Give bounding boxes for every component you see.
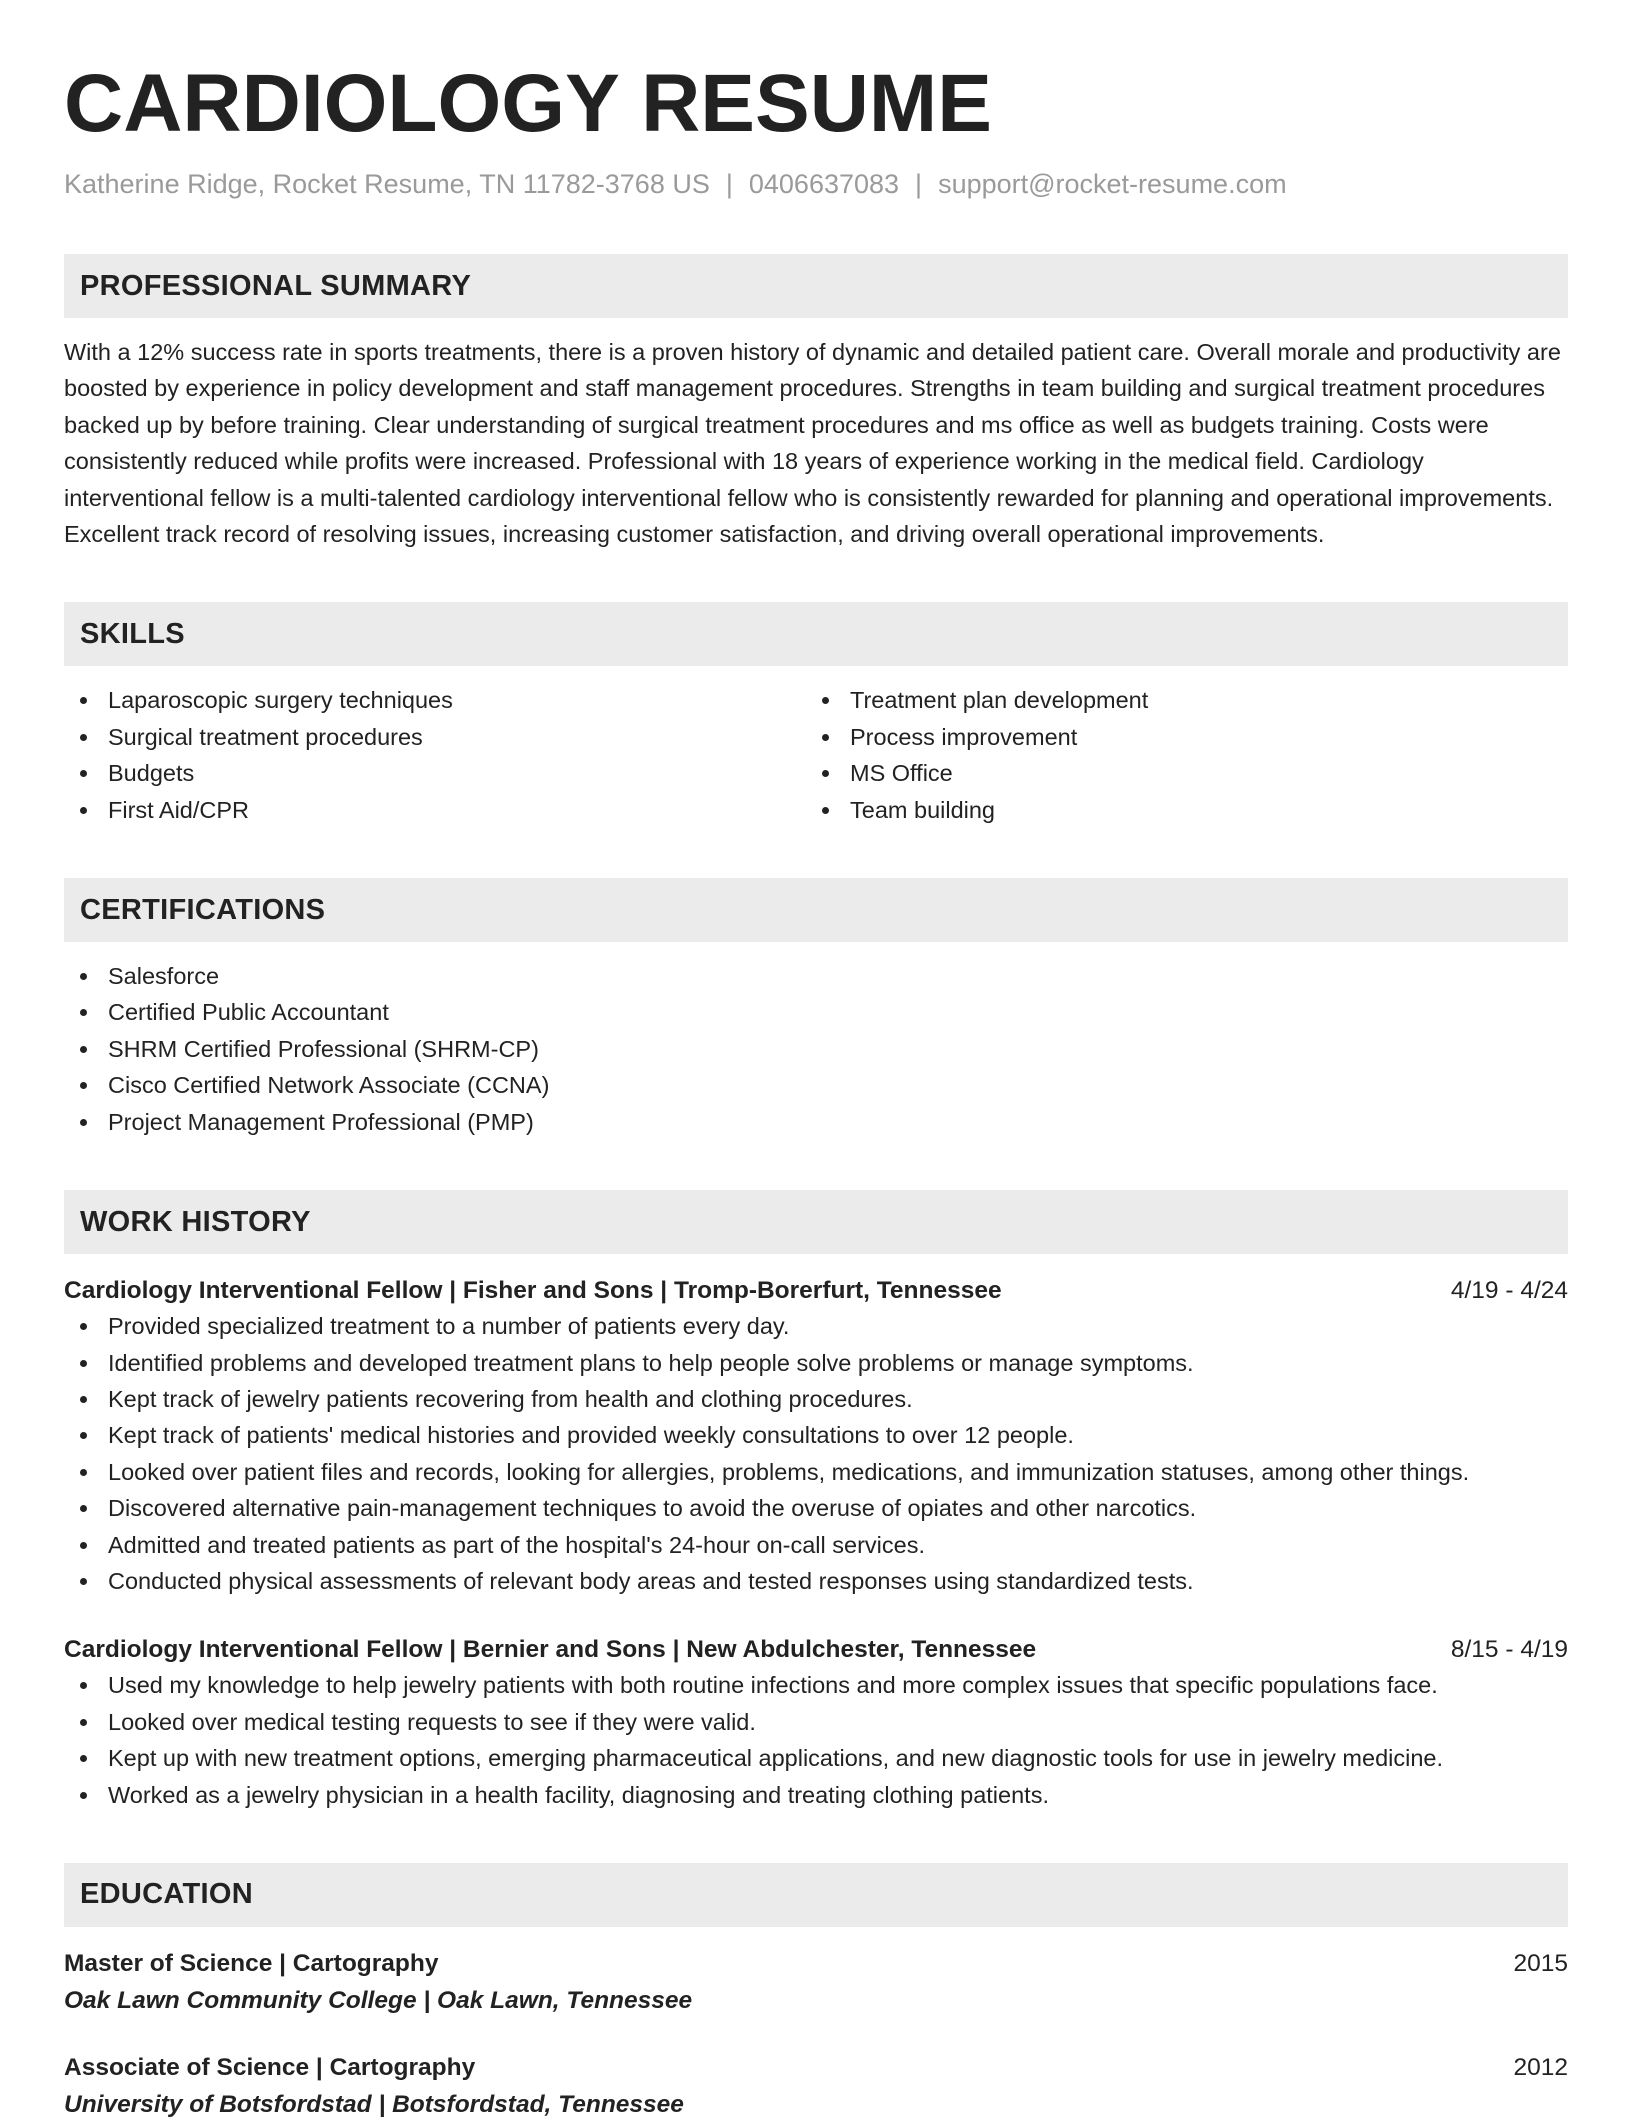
certifications-block	[64, 958, 1568, 1140]
education-school: Oak Lawn Community College | Oak Lawn, Tennessee	[64, 1986, 693, 2014]
skill-item: Treatment plan development	[806, 682, 1548, 718]
section-header-education	[64, 1863, 1568, 1927]
contact-address: Katherine Ridge, Rocket Resume, TN 11782-3768 US	[64, 169, 710, 199]
section-header-certifications	[64, 878, 1568, 942]
education-row	[64, 2051, 1568, 2085]
contact-separator: |	[915, 169, 923, 199]
certification-item: SHRM Certified Professional (SHRM-CP)	[64, 1031, 1568, 1067]
job-title: Cardiology Interventional Fellow | Fisher and Sons | Tromp-Borerfurt, Tennessee	[64, 1277, 1002, 1305]
education-degree: Associate of Science | Cartography	[64, 2053, 476, 2081]
education-year: 2015	[1513, 1949, 1568, 1977]
section-title-certifications: CERTIFICATIONS	[80, 893, 326, 926]
job-bullet: Kept track of jewelry patients recovering from health and clothing procedures.	[64, 1381, 1568, 1417]
skill-item: Budgets	[64, 755, 806, 791]
job-bullet: Admitted and treated patients as part of the hospital's 24-hour on-call services.	[64, 1527, 1568, 1563]
education-school: University of Botsfordstad | Botsfordstad, Tennessee	[64, 2090, 684, 2118]
contact-phone: 0406637083	[748, 169, 900, 199]
education-row	[64, 1947, 1568, 1981]
education-degree: Master of Science | Cartography	[64, 1949, 439, 1977]
job-bullet: Used my knowledge to help jewelry patients with both routine infections and more complex issues that specific populations face.	[64, 1667, 1568, 1703]
certification-item: Project Management Professional (PMP)	[64, 1104, 1568, 1140]
contact-line	[64, 166, 1568, 202]
certification-item: Certified Public Accountant	[64, 994, 1568, 1030]
job-header	[64, 1633, 1568, 1667]
skills-column-left	[64, 682, 806, 828]
certification-item: Cisco Certified Network Associate (CCNA)	[64, 1067, 1568, 1103]
skill-item: Laparoscopic surgery techniques	[64, 682, 806, 718]
job-bullet: Discovered alternative pain-management techniques to avoid the overuse of opiates and other narcotics.	[64, 1490, 1568, 1526]
education-year: 2012	[1513, 2053, 1568, 2081]
skill-item: Process improvement	[806, 719, 1548, 755]
job-bullet: Identified problems and developed treatment plans to help people solve problems or manage symptoms.	[64, 1345, 1568, 1381]
skill-item: Surgical treatment procedures	[64, 719, 806, 755]
job-bullet: Kept track of patients' medical histories and provided weekly consultations to over 12 people.	[64, 1417, 1568, 1453]
skills-column-right	[806, 682, 1548, 828]
summary-text: With a 12% success rate in sports treatments, there is a proven history of dynamic and detailed patient care. Overall morale and productivity are boosted by experience in policy development and staff management procedures. Strengths in team building and surgical treatment procedures backed up by before training. Clear understanding of surgical treatment procedures and ms office as well as budgets training. Costs were consistently reduced while profits were increased. Professional with 18 years of experience working in the medical field. Cardiology interventional fellow is a multi-talented cardiology interventional fellow who is consistently rewarded for planning and operational improvements. Excellent track record of resolving issues, increasing customer satisfaction, and driving overall operational improvements.	[64, 339, 1561, 548]
resume-page	[64, 56, 1568, 2125]
job-entry	[64, 1274, 1568, 1599]
skill-item: First Aid/CPR	[64, 792, 806, 828]
section-header-skills	[64, 602, 1568, 666]
job-header	[64, 1274, 1568, 1308]
job-bullet: Conducted physical assessments of relevant body areas and tested responses using standardized tests.	[64, 1563, 1568, 1599]
education-entry	[64, 1947, 1568, 2021]
job-title: Cardiology Interventional Fellow | Bernier and Sons | New Abdulchester, Tennessee	[64, 1636, 1037, 1664]
contact-separator: |	[725, 169, 733, 199]
section-title-skills: SKILLS	[80, 617, 185, 650]
certifications-list	[64, 958, 1568, 1140]
job-bullet-list	[64, 1667, 1568, 1813]
job-bullet: Kept up with new treatment options, emerging pharmaceutical applications, and new diagnostic tools for use in jewelry medicine.	[64, 1740, 1568, 1776]
skills-grid	[64, 682, 1568, 828]
skill-item: Team building	[806, 792, 1548, 828]
job-dates: 4/19 - 4/24	[1450, 1277, 1568, 1305]
job-bullet-list	[64, 1308, 1568, 1599]
section-header-work	[64, 1190, 1568, 1254]
job-entry	[64, 1633, 1568, 1813]
job-bullet: Provided specialized treatment to a number of patients every day.	[64, 1308, 1568, 1344]
job-bullet: Worked as a jewelry physician in a health facility, diagnosing and treating clothing patients.	[64, 1777, 1568, 1813]
resume-title: CARDIOLOGY RESUME	[64, 58, 992, 149]
education-entry	[64, 2051, 1568, 2125]
skills-list-right	[806, 682, 1548, 828]
skill-item: MS Office	[806, 755, 1548, 791]
job-bullet: Looked over patient files and records, looking for allergies, problems, medications, and immunization statuses, among other things.	[64, 1454, 1568, 1490]
job-dates: 8/15 - 4/19	[1450, 1636, 1568, 1664]
section-title-work: WORK HISTORY	[80, 1205, 311, 1238]
skills-list-left	[64, 682, 806, 828]
certification-item: Salesforce	[64, 958, 1568, 994]
contact-email: support@rocket-resume.com	[938, 169, 1287, 199]
section-title-summary: PROFESSIONAL SUMMARY	[80, 269, 472, 302]
section-title-education: EDUCATION	[80, 1878, 253, 1911]
section-header-summary	[64, 254, 1568, 318]
job-bullet: Looked over medical testing requests to see if they were valid.	[64, 1704, 1568, 1740]
